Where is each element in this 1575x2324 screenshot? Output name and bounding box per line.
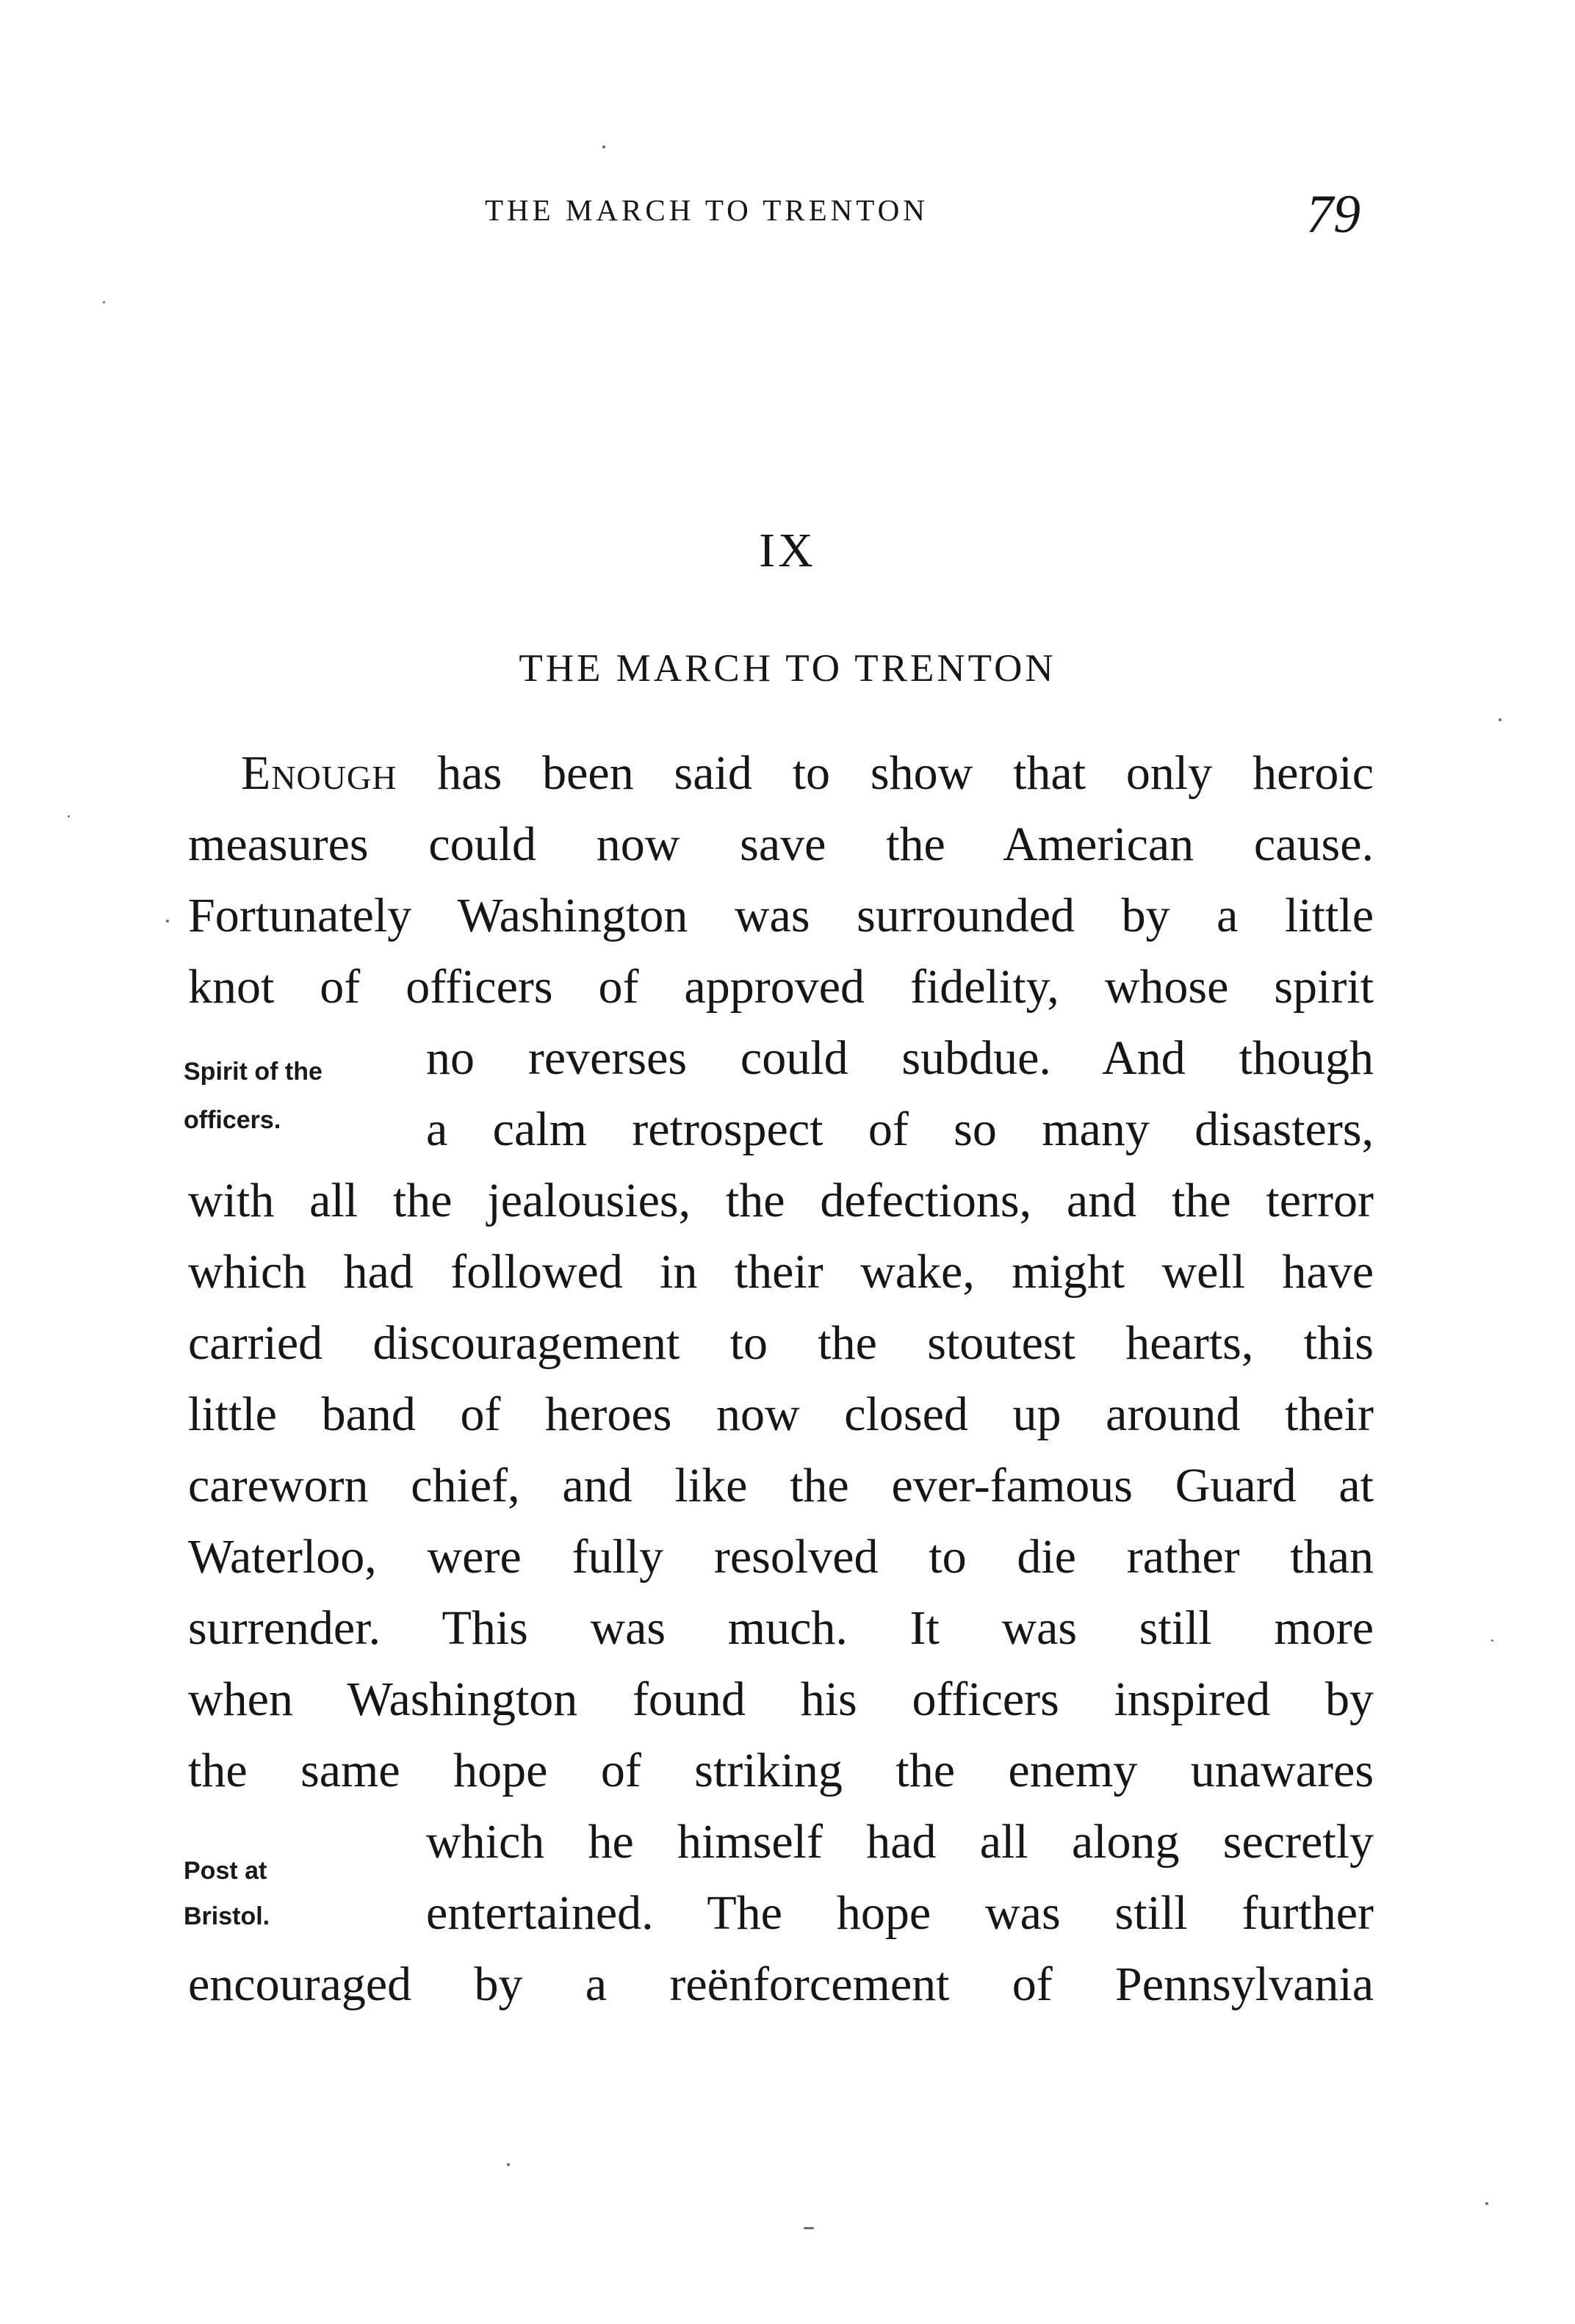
text-line: little band of heroes now closed up around their	[188, 1387, 1374, 1441]
speck	[1499, 718, 1502, 721]
text-line: surrender. This was much. It was still more	[188, 1601, 1374, 1655]
chapter-title: THE MARCH TO TRENTON	[519, 647, 1056, 690]
text-line: which had followed in their wake, might well have	[188, 1245, 1374, 1299]
chapter-number: IX	[759, 524, 816, 577]
text-line: no reverses could subdue. And though	[426, 1031, 1374, 1085]
speck	[103, 301, 105, 303]
running-head: THE MARCH TO TRENTON	[485, 193, 929, 227]
speck	[602, 145, 605, 148]
text-line: carried discouragement to the stoutest hearts, this	[188, 1316, 1374, 1370]
text-line: Fortunately Washington was surrounded by a little	[188, 889, 1374, 942]
text-line: which he himself had all along secretly	[426, 1815, 1374, 1869]
text-line: encouraged by a reënforcement of Pennsylvania	[188, 1957, 1374, 2011]
speck	[68, 815, 70, 818]
text-line: knot of officers of approved fidelity, whose spirit	[188, 960, 1374, 1014]
text-line: careworn chief, and like the ever-famous Guard at	[188, 1459, 1374, 1512]
text-line: with all the jealousies, the defections, and the terror	[188, 1174, 1374, 1227]
speck	[1491, 1639, 1493, 1642]
text-line: when Washington found his officers inspired by	[188, 1672, 1374, 1726]
text-line: Waterloo, were fully resolved to die rather than	[188, 1530, 1374, 1584]
sidenote-bristol-line1: Post at	[184, 1857, 267, 1885]
speck	[166, 920, 169, 923]
sidenote-spirit-line2: officers.	[184, 1106, 281, 1134]
drop-word: Enough	[241, 746, 397, 800]
sidenote-spirit-line1: Spirit of the	[184, 1058, 322, 1086]
text-line: the same hope of striking the enemy unawares	[188, 1744, 1374, 1797]
text-line: a calm retrospect of so many disasters,	[426, 1103, 1374, 1156]
speck	[804, 2227, 814, 2229]
page-number: 79	[1306, 184, 1360, 245]
text-line: measures could now save the American cause.	[188, 818, 1374, 871]
speck	[1485, 2202, 1488, 2205]
text-line	[241, 746, 1374, 800]
text-line: entertained. The hope was still further	[426, 1886, 1374, 1940]
speck	[507, 2163, 510, 2166]
sidenote-bristol-line2: Bristol.	[184, 1902, 270, 1930]
text-line-content: has been said to show that only heroic	[397, 746, 1374, 800]
